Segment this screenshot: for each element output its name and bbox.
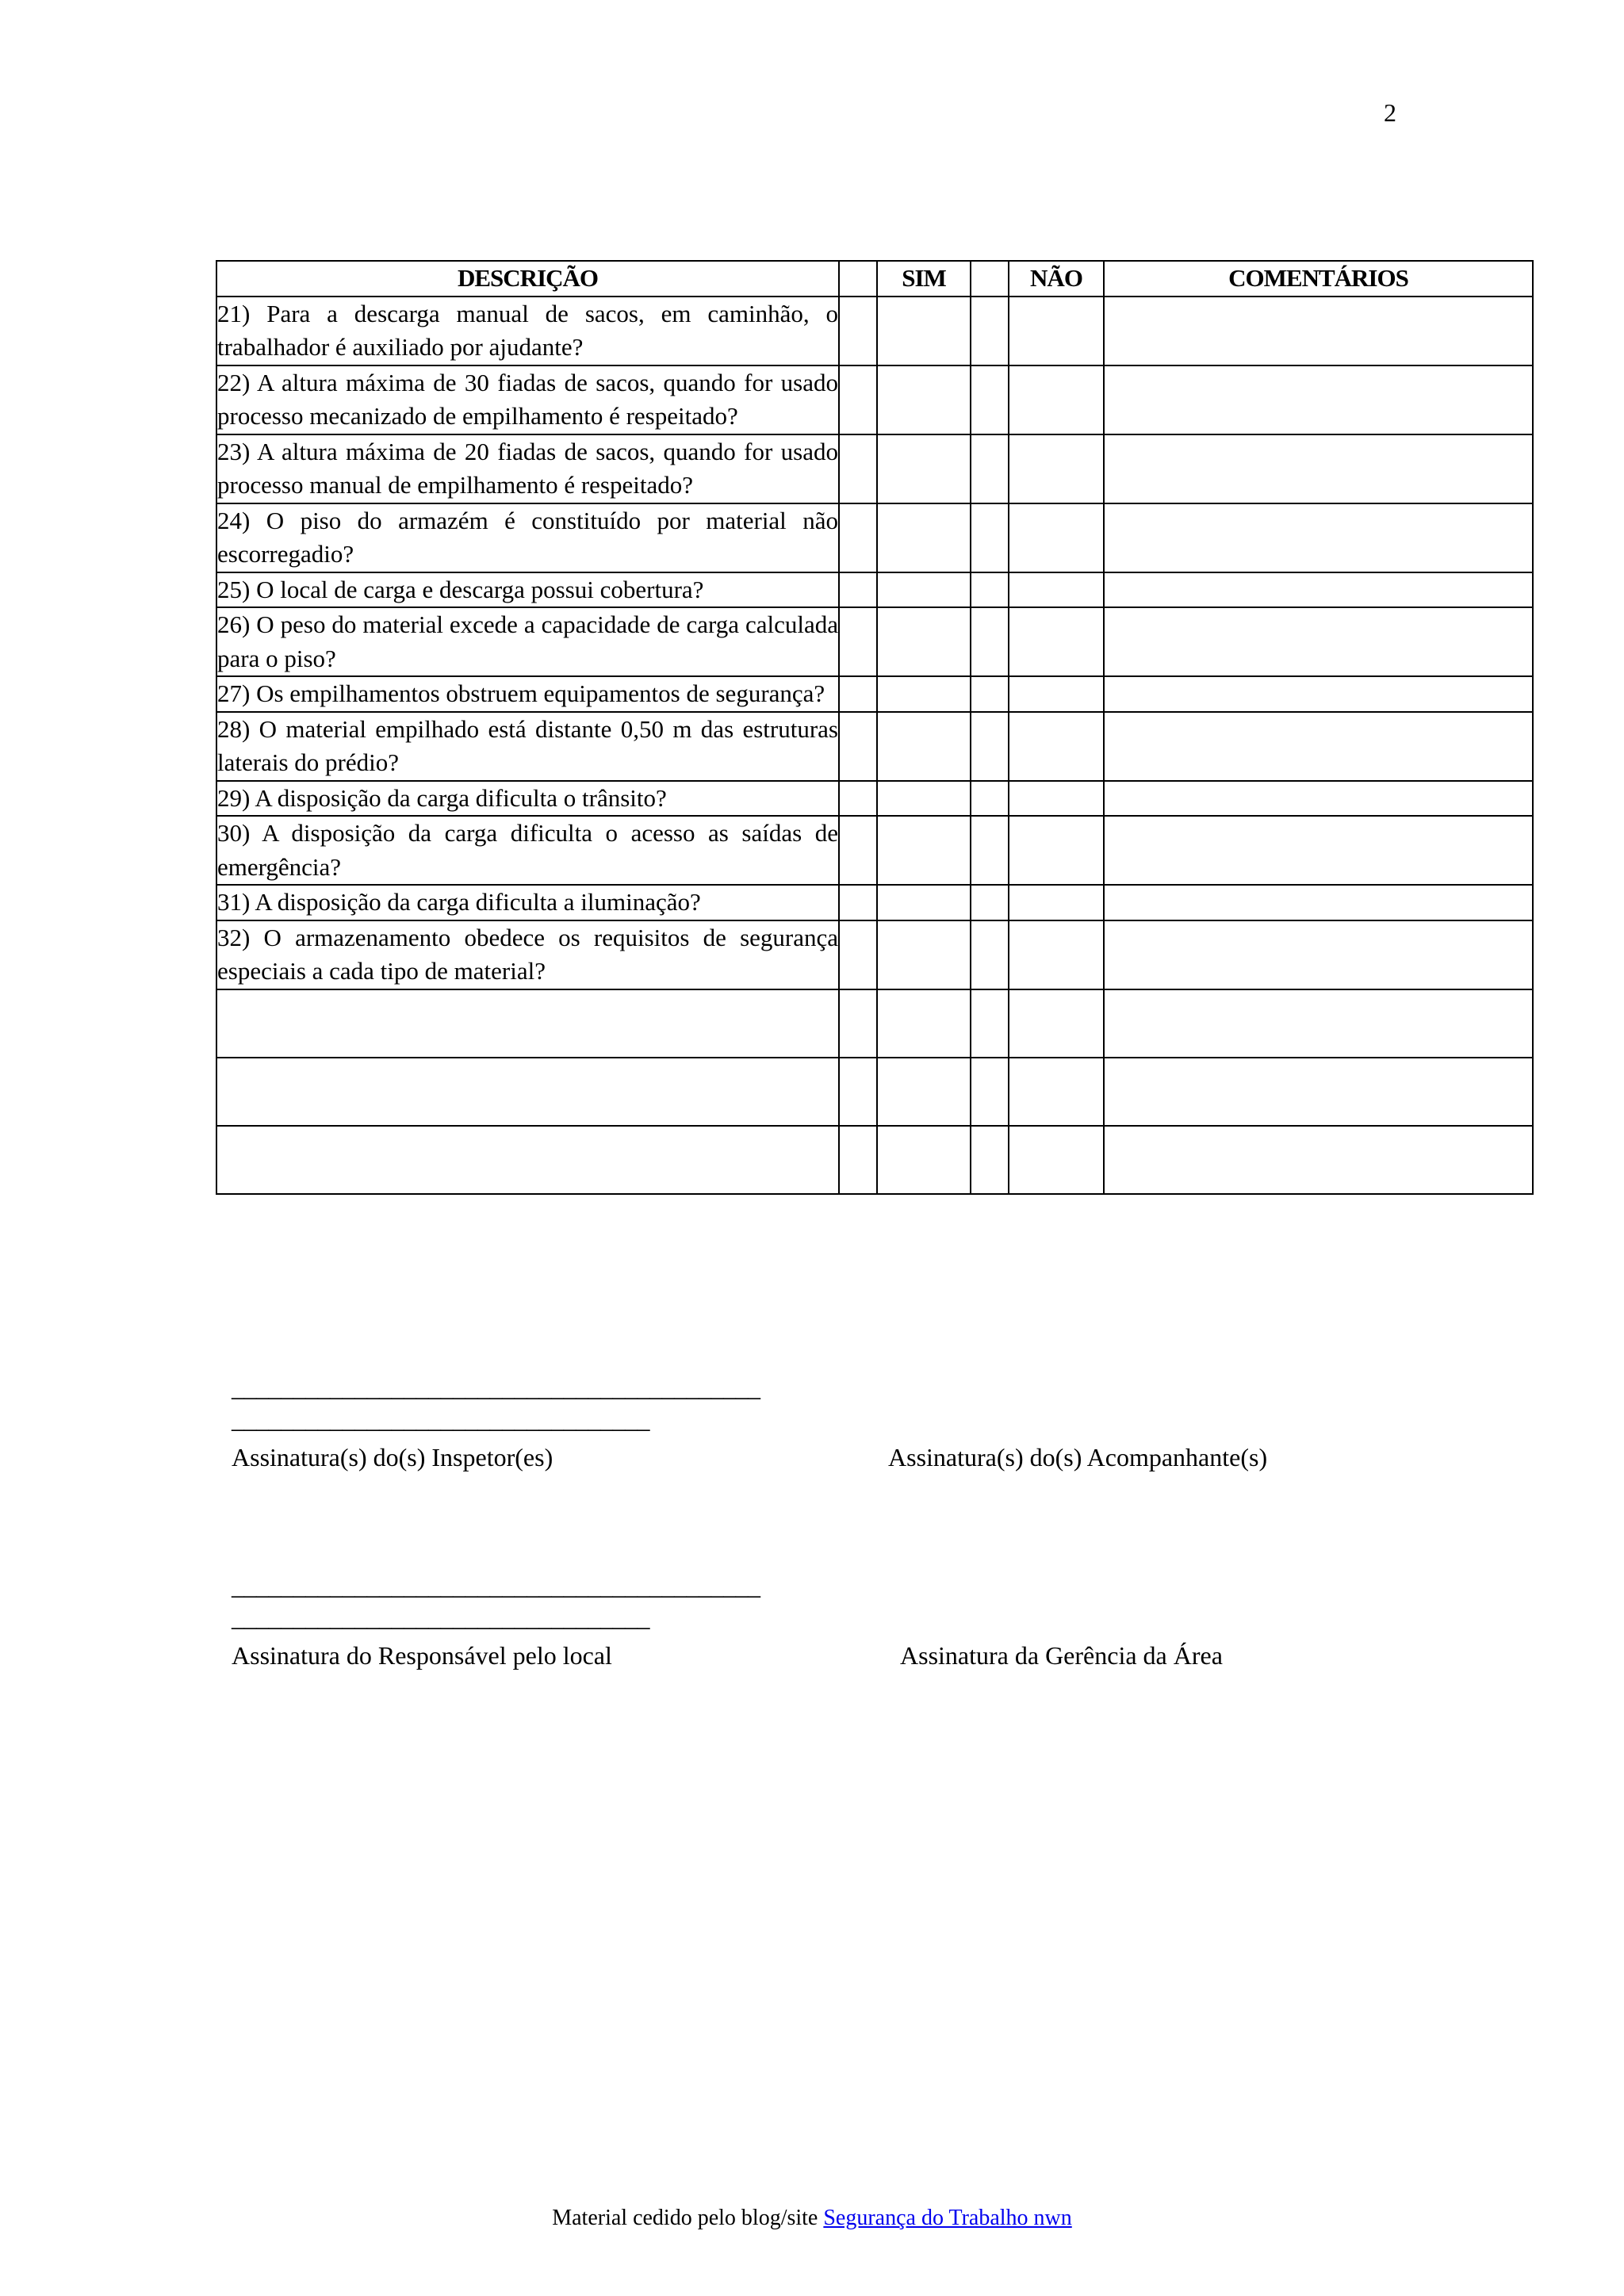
table-row [216, 434, 1533, 503]
comments-cell[interactable] [1104, 607, 1533, 676]
question-30: 30) A disposição da carga dificulta o acesso as saídas de emergência? [216, 816, 839, 885]
table-row [216, 885, 1533, 920]
header-spacer [971, 261, 1009, 297]
no-cell[interactable] [1009, 297, 1104, 365]
table-row [216, 676, 1533, 712]
no-cell[interactable] [1009, 1126, 1104, 1194]
inspection-checklist-table [216, 260, 1534, 1195]
yes-cell[interactable] [877, 712, 971, 781]
comments-cell[interactable] [1104, 434, 1533, 503]
spacer-cell [971, 1058, 1009, 1126]
spacer-cell [839, 1058, 877, 1126]
yes-cell[interactable] [877, 1058, 971, 1126]
header-comments: COMENTÁRIOS [1104, 261, 1533, 297]
table-row [216, 816, 1533, 885]
yes-cell[interactable] [877, 989, 971, 1058]
table-row [216, 365, 1533, 434]
spacer-cell [839, 712, 877, 781]
question-32: 32) O armazenamento obedece os requisitos de segurança especiais a cada tipo de material? [216, 920, 839, 989]
no-cell[interactable] [1009, 434, 1104, 503]
comments-cell[interactable] [1104, 572, 1533, 608]
spacer-cell [839, 365, 877, 434]
table-row [216, 712, 1533, 781]
yes-cell[interactable] [877, 365, 971, 434]
spacer-cell [971, 781, 1009, 817]
header-description: DESCRIÇÃO [216, 261, 839, 297]
question-27: 27) Os empilhamentos obstruem equipamentos de segurança? [216, 676, 839, 712]
yes-cell[interactable] [877, 676, 971, 712]
no-cell[interactable] [1009, 989, 1104, 1058]
spacer-cell [971, 676, 1009, 712]
table-row [216, 503, 1533, 572]
spacer-cell [839, 885, 877, 920]
spacer-cell [839, 920, 877, 989]
question-28: 28) O material empilhado está distante 0,50 m das estruturas laterais do prédio? [216, 712, 839, 781]
no-cell[interactable] [1009, 1058, 1104, 1126]
no-cell[interactable] [1009, 885, 1104, 920]
yes-cell[interactable] [877, 572, 971, 608]
comments-cell[interactable] [1104, 1058, 1533, 1126]
blank-description-cell[interactable] [216, 989, 839, 1058]
question-31: 31) A disposição da carga dificulta a iluminação? [216, 885, 839, 920]
empty-row [216, 1058, 1533, 1126]
header-yes: SIM [877, 261, 971, 297]
comments-cell[interactable] [1104, 781, 1533, 817]
spacer-cell [971, 297, 1009, 365]
yes-cell[interactable] [877, 434, 971, 503]
no-cell[interactable] [1009, 920, 1104, 989]
footer-text: Material cedido pelo blog/site [552, 2206, 824, 2230]
question-26: 26) O peso do material excede a capacidade de carga calculada para o piso? [216, 607, 839, 676]
spacer-cell [839, 781, 877, 817]
header-no: NÃO [1009, 261, 1104, 297]
management-signature-label: Assinatura da Gerência da Área [900, 1641, 1223, 1670]
spacer-cell [839, 989, 877, 1058]
question-22: 22) A altura máxima de 30 fiadas de sacos, quando for usado processo mecanizado de empilhamento é respeitado? [216, 365, 839, 434]
no-cell[interactable] [1009, 712, 1104, 781]
no-cell[interactable] [1009, 781, 1104, 817]
empty-row [216, 989, 1533, 1058]
signature-line-responsible[interactable]: ___________________________________________ [232, 1571, 760, 1600]
inspector-signature-label: Assinatura(s) do(s) Inspetor(es) [232, 1443, 553, 1471]
companion-signature-label: Assinatura(s) do(s) Acompanhante(s) [888, 1443, 1268, 1471]
spacer-cell [971, 572, 1009, 608]
no-cell[interactable] [1009, 607, 1104, 676]
no-cell[interactable] [1009, 503, 1104, 572]
spacer-cell [839, 816, 877, 885]
blank-description-cell[interactable] [216, 1126, 839, 1194]
responsible-signature-label: Assinatura do Responsável pelo local [232, 1641, 612, 1670]
comments-cell[interactable] [1104, 503, 1533, 572]
table-header-row [216, 261, 1533, 297]
spacer-cell [971, 816, 1009, 885]
comments-cell[interactable] [1104, 365, 1533, 434]
comments-cell[interactable] [1104, 1126, 1533, 1194]
no-cell[interactable] [1009, 572, 1104, 608]
spacer-cell [971, 607, 1009, 676]
yes-cell[interactable] [877, 885, 971, 920]
yes-cell[interactable] [877, 781, 971, 817]
spacer-cell [971, 712, 1009, 781]
yes-cell[interactable] [877, 503, 971, 572]
spacer-cell [971, 920, 1009, 989]
spacer-cell [971, 503, 1009, 572]
table-row [216, 297, 1533, 365]
comments-cell[interactable] [1104, 989, 1533, 1058]
signature-line-companion[interactable]: __________________________________ [232, 1405, 649, 1433]
yes-cell[interactable] [877, 1126, 971, 1194]
question-24: 24) O piso do armazém é constituído por material não escorregadio? [216, 503, 839, 572]
question-29: 29) A disposição da carga dificulta o trânsito? [216, 781, 839, 817]
comments-cell[interactable] [1104, 297, 1533, 365]
spacer-cell [839, 1126, 877, 1194]
question-21: 21) Para a descarga manual de sacos, em caminhão, o trabalhador é auxiliado por ajudante? [216, 297, 839, 365]
comments-cell[interactable] [1104, 676, 1533, 712]
spacer-cell [971, 885, 1009, 920]
spacer-cell [839, 676, 877, 712]
empty-row [216, 1126, 1533, 1194]
table-row [216, 781, 1533, 817]
blank-description-cell[interactable] [216, 1058, 839, 1126]
comments-cell[interactable] [1104, 920, 1533, 989]
spacer-cell [839, 572, 877, 608]
spacer-cell [839, 503, 877, 572]
spacer-cell [971, 1126, 1009, 1194]
spacer-cell [971, 989, 1009, 1058]
yes-cell[interactable] [877, 297, 971, 365]
yes-cell[interactable] [877, 816, 971, 885]
table-row [216, 920, 1533, 989]
spacer-cell [839, 297, 877, 365]
table-row [216, 572, 1533, 608]
spacer-cell [971, 434, 1009, 503]
signature-line-management[interactable]: __________________________________ [232, 1603, 649, 1632]
question-23: 23) A altura máxima de 20 fiadas de sacos, quando for usado processo manual de empilhamento é respeitado? [216, 434, 839, 503]
comments-cell[interactable] [1104, 885, 1533, 920]
spacer-cell [971, 365, 1009, 434]
yes-cell[interactable] [877, 920, 971, 989]
yes-cell[interactable] [877, 607, 971, 676]
table-row [216, 607, 1533, 676]
footer-link[interactable]: Segurança do Trabalho nwn [823, 2206, 1072, 2230]
comments-cell[interactable] [1104, 816, 1533, 885]
no-cell[interactable] [1009, 365, 1104, 434]
spacer-cell [839, 434, 877, 503]
comments-cell[interactable] [1104, 712, 1533, 781]
no-cell[interactable] [1009, 676, 1104, 712]
header-spacer [839, 261, 877, 297]
signature-line-inspector[interactable]: ___________________________________________ [232, 1373, 760, 1402]
page-number: 2 [1384, 98, 1396, 127]
footer [0, 2206, 1624, 2231]
question-25: 25) O local de carga e descarga possui cobertura? [216, 572, 839, 608]
no-cell[interactable] [1009, 816, 1104, 885]
spacer-cell [839, 607, 877, 676]
